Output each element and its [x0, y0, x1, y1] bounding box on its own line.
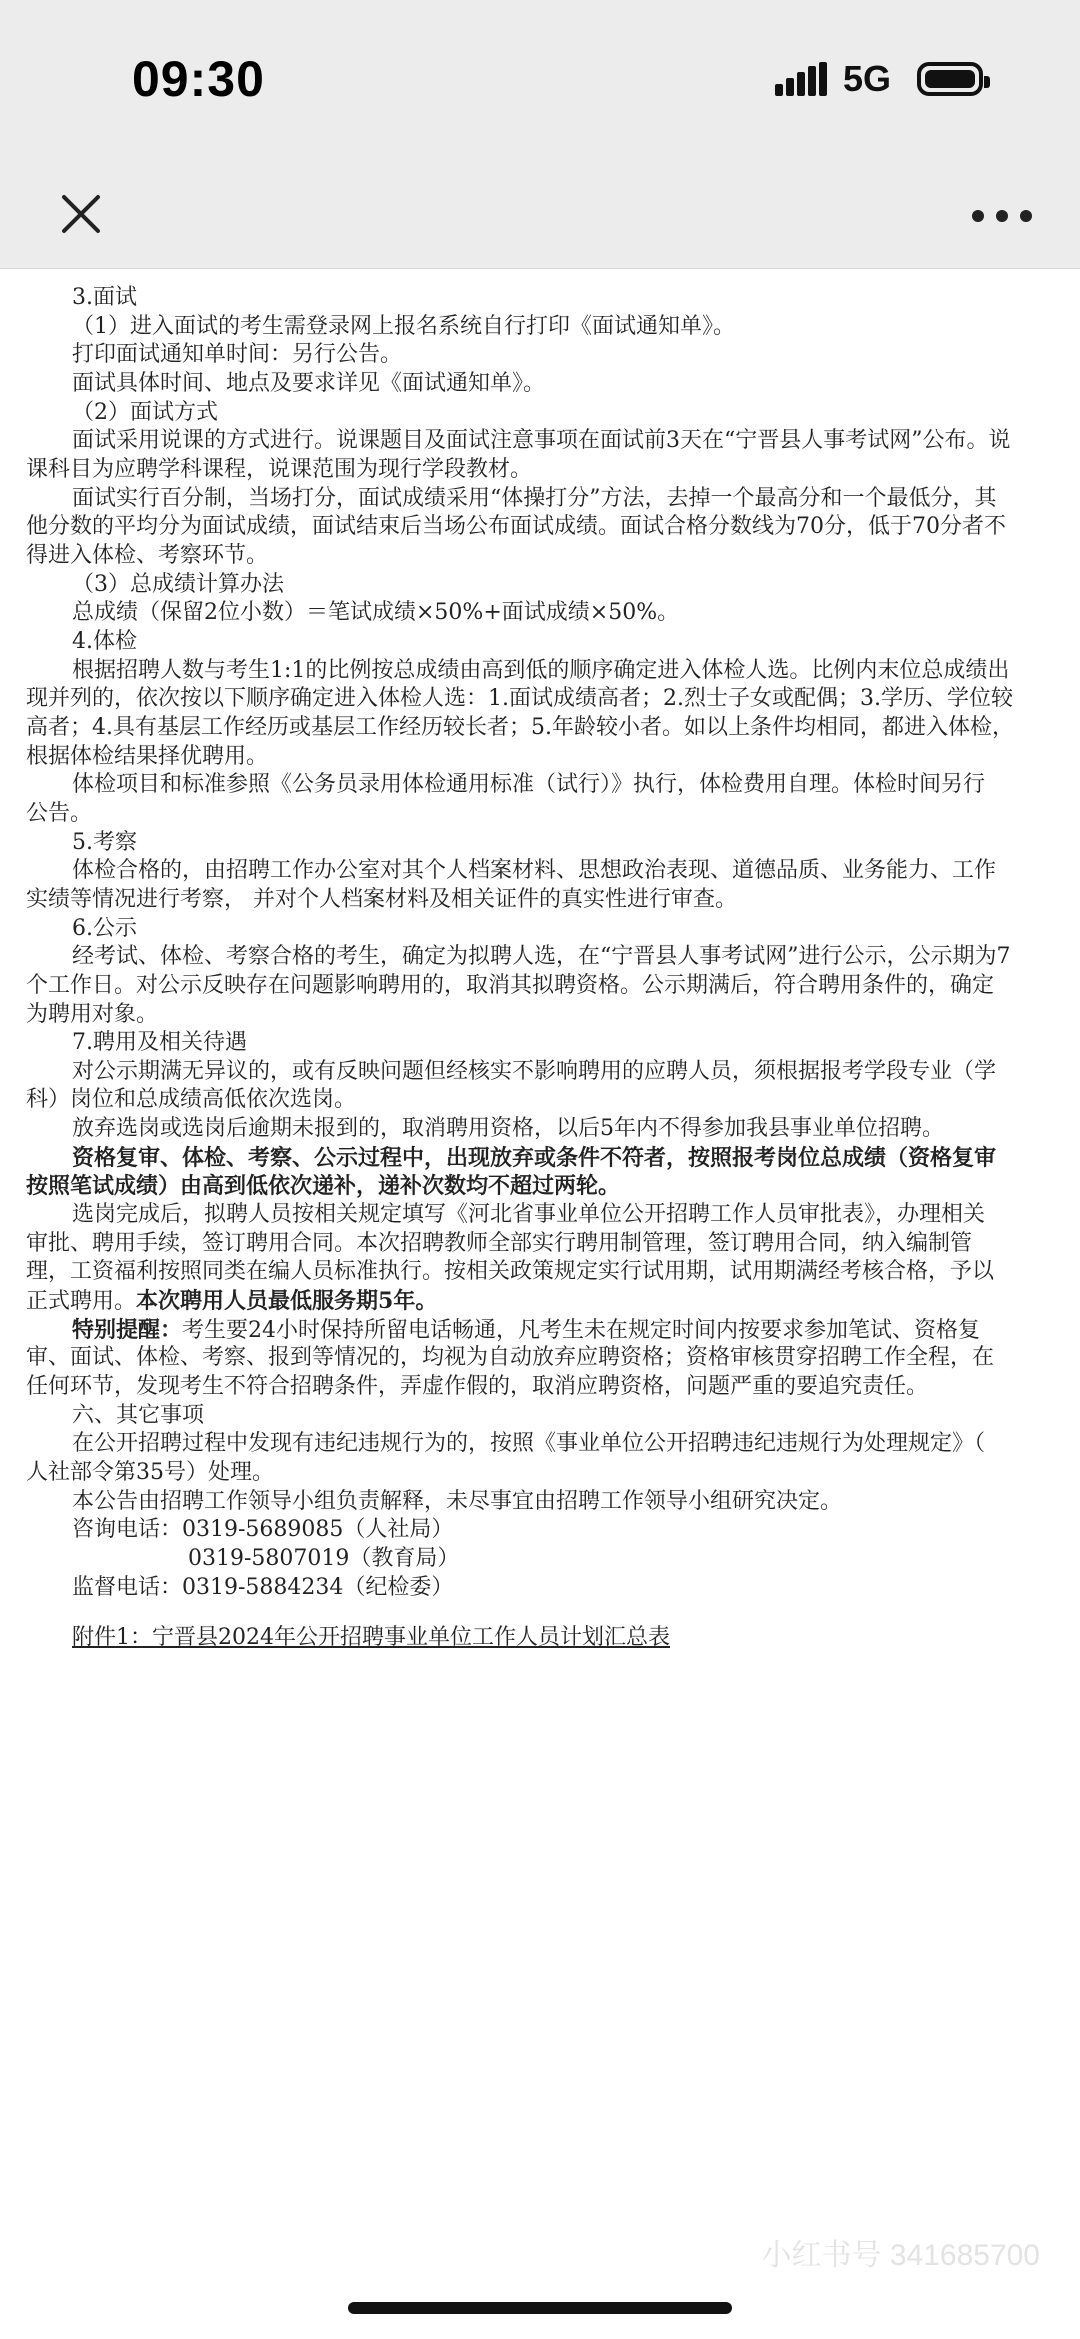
text-line — [72, 425, 1011, 457]
text-segment: 得进入体检、考察环节。 — [26, 543, 269, 568]
status-time: 09:30 — [132, 51, 265, 107]
text-line — [72, 339, 402, 371]
text-segment: 0319-5807019（教育局） — [188, 1546, 460, 1571]
text-line — [72, 1572, 453, 1604]
text-line — [188, 1543, 459, 1575]
text-segment: 7.聘用及相关待遇 — [72, 1030, 247, 1055]
text-line — [72, 1428, 985, 1460]
text-segment: 本次聘用人员最低服务期5年。 — [136, 1288, 438, 1314]
nav-bar — [0, 160, 1080, 269]
text-line — [72, 769, 985, 801]
text-line — [26, 1256, 994, 1288]
text-line — [26, 712, 1014, 744]
text-segment: 根据体检结果择优聘用。 — [26, 744, 269, 769]
text-line — [26, 970, 994, 1002]
text-segment: 面试采用说课的方式进行。说课题目及面试注意事项在面试前3天在“宁晋县人事考试网”公布。说 — [72, 428, 1011, 453]
text-segment: 监督电话：0319-5884234（纪检委） — [72, 1575, 454, 1600]
attachment-link[interactable] — [72, 1622, 670, 1654]
text-line — [72, 626, 137, 658]
text-line — [72, 597, 679, 629]
text-segment: 本公告由招聘工作领导小组负责解释，未尽事宜由招聘工作领导小组研究决定。 — [72, 1489, 843, 1514]
text-segment: 公告。 — [26, 801, 93, 826]
status-bar — [0, 0, 1080, 160]
text-line — [72, 282, 137, 314]
text-line — [26, 683, 1013, 715]
text-segment: （2）面试方式 — [72, 400, 218, 425]
text-segment: 审批、聘用手续，签订聘用合同。本次招聘教师全部实行聘用制管理，签订聘用合同，纳入编制管 — [26, 1231, 973, 1256]
text-segment: 任何环节，发现考生不符合招聘条件，弄虚作假的，取消应聘资格，问题严重的要追究责任。 — [26, 1374, 929, 1399]
text-segment: 审、面试、体检、考察、报到等情况的，均视为自动放弃应聘资格；资格审核贯穿招聘工作全程，在 — [26, 1345, 995, 1370]
text-segment: 科）岗位和总成绩高低依次选岗。 — [26, 1087, 357, 1112]
text-segment: 面试具体时间、地点及要求详见《面试通知单》。 — [72, 371, 546, 396]
text-segment: 经考试、体检、考察合格的考生，确定为拟聘人选，在“宁晋县人事考试网”进行公示，公示期为7 — [72, 944, 1011, 969]
text-segment: 面试实行百分制，当场打分，面试成绩采用“体操打分”方法，去掉一个最高分和一个最低分，其 — [72, 486, 997, 511]
text-segment: 课科目为应聘学科课程，说课范围为现行学段教材。 — [26, 457, 533, 482]
text-segment: 4.体检 — [72, 629, 137, 654]
close-icon[interactable] — [50, 184, 110, 244]
text-line — [72, 1199, 985, 1231]
text-segment: 他分数的平均分为面试成绩，面试结束后当场公布面试成绩。面试合格分数线为70分，低于70分者不 — [26, 514, 1006, 539]
text-segment: 打印面试通知单时间：另行公告。 — [72, 342, 403, 367]
text-segment: 3.面试 — [72, 285, 137, 310]
text-segment: 资格复审、体检、考察、公示过程中，出现放弃或条件不符者，按照报考岗位总成绩（资格复审 — [72, 1145, 997, 1171]
text-segment: 个工作日。对公示反映存在问题影响聘用的，取消其拟聘资格。公示期满后，符合聘用条件的，确定 — [26, 973, 995, 998]
text-segment: 5.考察 — [72, 830, 137, 855]
text-segment: 现并列的，依次按以下顺序确定进入体检人选：1.面试成绩高者；2.烈士子女或配偶；3.学历、学位较 — [26, 686, 1013, 711]
text-segment: 总成绩（保留2位小数）＝笔试成绩×50%+面试成绩×50%。 — [72, 600, 680, 625]
text-segment: 对公示期满无异议的，或有反映问题但经核实不影响聘用的应聘人员，须根据报考学段专业（学 — [72, 1059, 997, 1084]
text-line — [26, 540, 268, 572]
text-segment: 根据招聘人数与考生1:1的比例按总成绩由高到低的顺序确定进入体检人选。比例内末位总成绩出 — [72, 658, 1010, 683]
text-line — [72, 1113, 944, 1145]
text-segment: 体检项目和标准参照《公务员录用体检通用标准（试行）》执行，体检费用自理。体检时间另行 — [72, 772, 986, 797]
text-line — [26, 1084, 356, 1116]
text-line — [72, 1514, 453, 1546]
text-line — [72, 368, 545, 400]
text-segment: 理，工资福利按照同类在编人员标准执行。按相关政策规定实行试用期，试用期满经考核合格，予以 — [26, 1259, 995, 1284]
text-line — [26, 1371, 928, 1403]
text-line — [72, 1027, 247, 1059]
text-segment: 特别提醒： — [72, 1317, 183, 1343]
text-segment: 选岗完成后，拟聘人员按相关规定填写《河北省事业单位公开招聘工作人员审批表》，办理相关 — [72, 1202, 986, 1227]
text-segment: （3）总成绩计算办法 — [72, 572, 284, 597]
more-options-icon[interactable] — [972, 210, 1032, 224]
text-segment: 人社部令第35号）处理。 — [26, 1460, 274, 1485]
watermark: 小红书号 341685700 — [761, 2239, 1040, 2272]
network-type: 5G — [843, 58, 892, 99]
text-line — [26, 1457, 274, 1489]
text-segment: 考生要24小时保持所留电话畅通，凡考生未在规定时间内按要求参加笔试、资格复 — [182, 1318, 981, 1343]
text-line — [26, 454, 532, 486]
text-segment: 在公开招聘过程中发现有违纪违规行为的，按照《事业单位公开招聘违纪违规行为处理规定》（ — [72, 1431, 986, 1456]
text-segment: 按照笔试成绩）由高到低依次递补，递补次数均不超过两轮。 — [26, 1173, 621, 1199]
text-segment: 咨询电话：0319-5689085（人社局） — [72, 1517, 454, 1542]
text-segment: 六、其它事项 — [72, 1403, 205, 1428]
text-segment: 高者；4.具有基层工作经历或基层工作经历较长者；5.年龄较小者。如以上条件均相同，都进入体检， — [26, 715, 1014, 740]
text-segment: 为聘用对象。 — [26, 1002, 159, 1027]
text-line — [72, 941, 1011, 973]
text-segment: 附件1：宁晋县2024年公开招聘事业单位工作人员计划汇总表 — [72, 1625, 670, 1650]
text-segment: 6.公示 — [72, 916, 137, 941]
article-content — [0, 268, 1080, 2339]
text-line — [72, 855, 996, 887]
text-line — [26, 511, 1006, 543]
text-segment: （1）进入面试的考生需登录网上报名系统自行打印《面试通知单》。 — [72, 314, 735, 339]
text-segment: 实绩等情况进行考察， 并对个人档案材料及相关证件的真实性进行审查。 — [26, 887, 737, 912]
text-line — [26, 798, 92, 830]
text-segment: 正式聘用。 — [26, 1289, 137, 1314]
battery-icon — [917, 62, 983, 96]
signal-icon — [775, 62, 829, 96]
text-line — [26, 1342, 994, 1374]
text-line — [26, 884, 737, 916]
home-indicator[interactable] — [348, 2302, 732, 2314]
text-segment: 体检合格的，由招聘工作办公室对其个人档案材料、思想政治表现、道德品质、业务能力、工作 — [72, 858, 997, 883]
text-segment: 放弃选岗或选岗后逾期未报到的，取消聘用资格，以后5年内不得参加我县事业单位招聘。 — [72, 1116, 945, 1141]
